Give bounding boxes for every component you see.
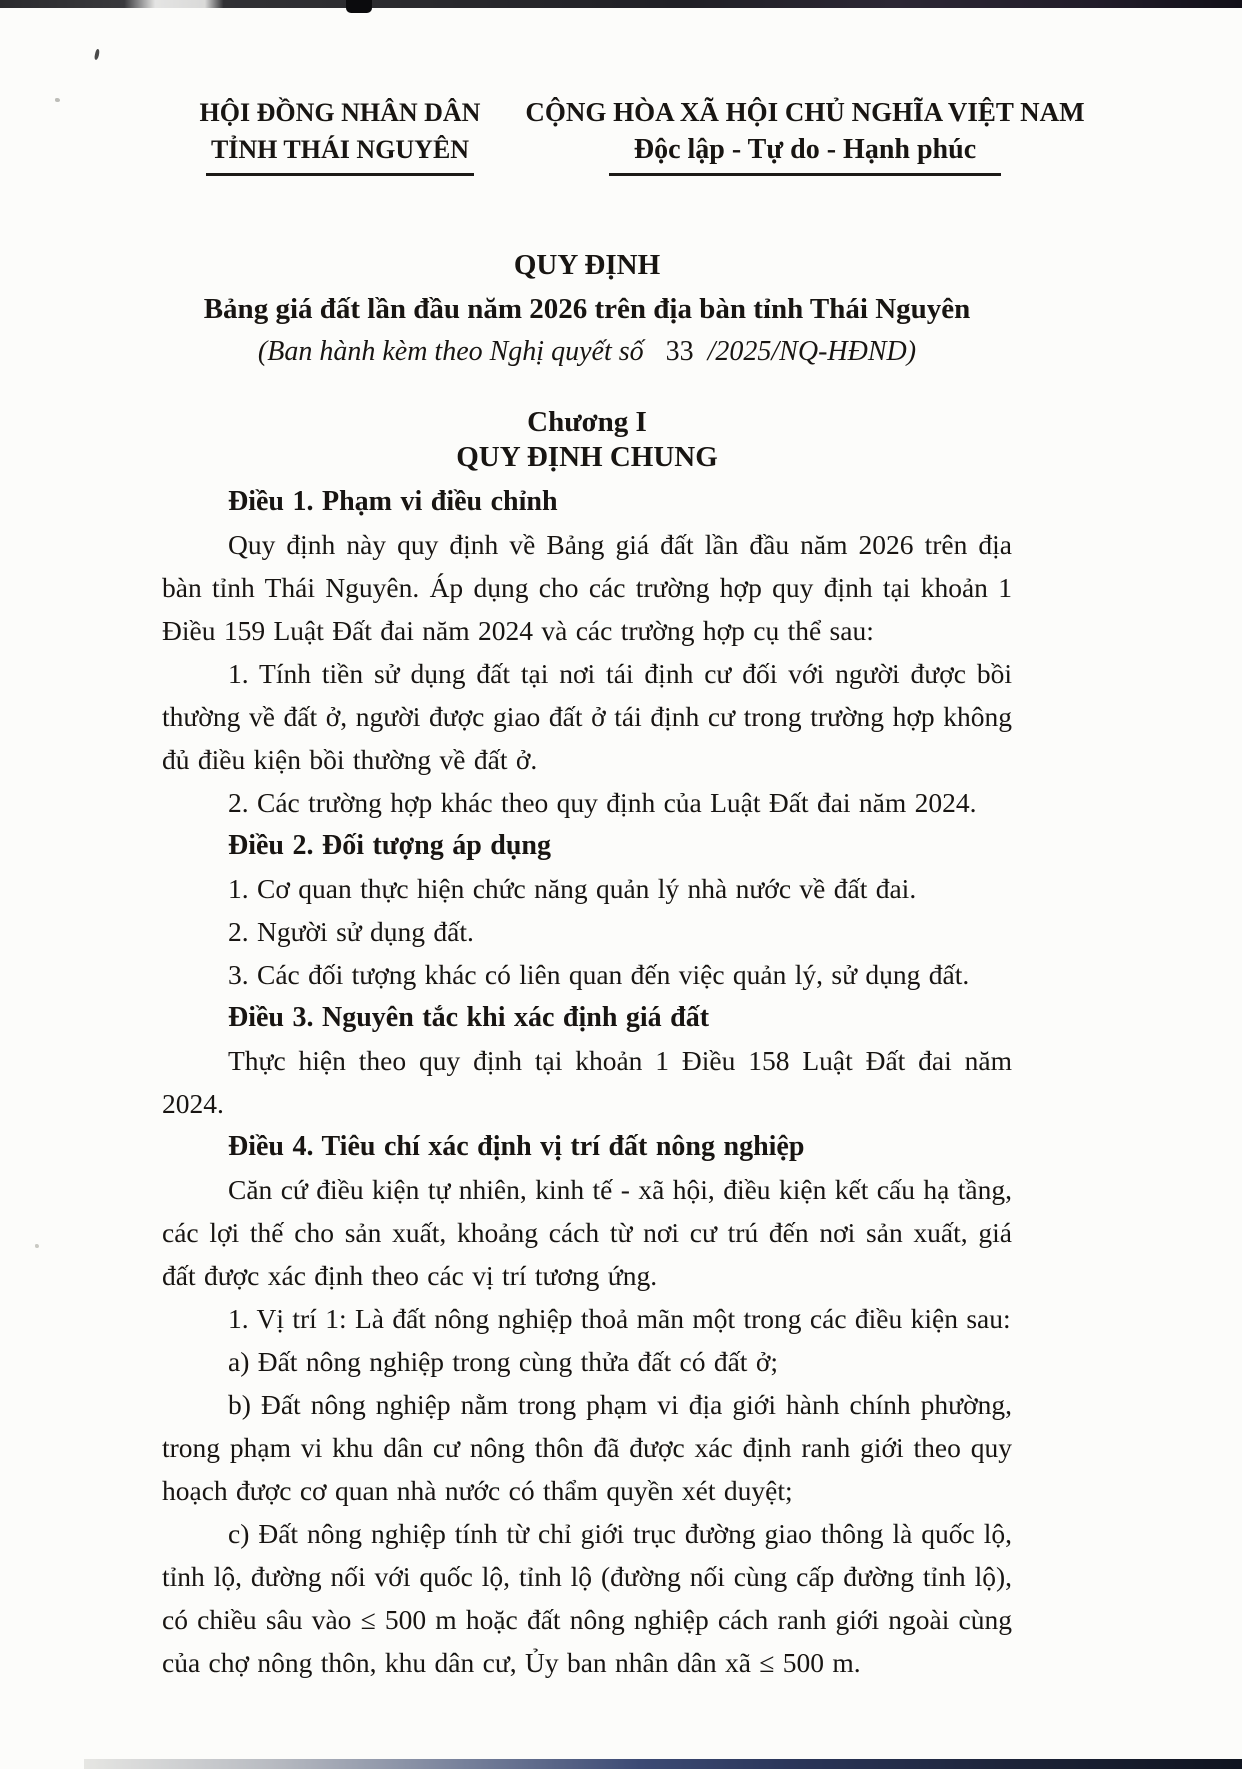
national-title-line: CỘNG HÒA XÃ HỘI CHỦ NGHĨA VIỆT NAM: [525, 97, 1085, 127]
chapter-title: QUY ĐỊNH CHUNG: [456, 441, 718, 473]
masthead-rule-right: [609, 173, 1001, 176]
article-4-paragraph: c) Đất nông nghiệp tính từ chỉ giới trục đường giao thông là quốc lộ, tỉnh lộ, đường nối với quốc lộ, tỉnh lộ (đường nối cùng cấp đường tỉnh lộ), có chiều sâu vào ≤ 500 m hoặc đất nông nghiệp cách ranh giới ngoài cùng của chợ nông thôn, khu dân cư, Ủy ban nhân dân xã ≤ 500 m.: [162, 1518, 1012, 1678]
article-2-paragraph: 1. Cơ quan thực hiện chức năng quản lý nhà nước về đất đai.: [228, 873, 917, 904]
article-1-paragraph: Quy định này quy định về Bảng giá đất lần đầu năm 2026 trên địa bàn tỉnh Thái Nguyên. Áp dụng cho các trường hợp quy định tại khoản 1 Điều 159 Luật Đất đai năm 2024 và các trường hợp cụ thể sau:: [162, 529, 1012, 646]
article-2-heading: Điều 2. Đối tượng áp dụng: [228, 830, 551, 861]
scan-edge-artifact-top: [0, 0, 1242, 8]
scan-speck: [94, 49, 101, 61]
article-4-heading: Điều 4. Tiêu chí xác định vị trí đất nông nghiệp: [228, 1131, 805, 1162]
document-body: [162, 480, 1012, 1684]
issuance-note: [162, 336, 1012, 368]
national-motto-line: Độc lập - Tự do - Hạnh phúc: [633, 134, 977, 165]
masthead-rule-left: [206, 173, 474, 176]
article-1-heading: Điều 1. Phạm vi điều chỉnh: [228, 486, 558, 517]
issuing-authority-line1: HỘI ĐỒNG NHÂN DÂN: [199, 98, 481, 127]
issuing-authority-line2: TỈNH THÁI NGUYÊN: [210, 135, 470, 164]
issuing-authority-block: [150, 94, 530, 176]
article-3-heading: Điều 3. Nguyên tắc khi xác định giá đất: [228, 1002, 710, 1033]
article-4-paragraph: b) Đất nông nghiệp nằm trong phạm vi địa giới hành chính phường, trong phạm vi khu dân cư nông thôn đã được xác định ranh giới theo quy hoạch được cơ quan nhà nước có thẩm quyền xét duyệt;: [162, 1389, 1012, 1506]
issuance-prefix: (Ban hành kèm theo Nghị quyết số: [257, 336, 644, 367]
document-subject: Bảng giá đất lần đầu năm 2026 trên địa bàn tỉnh Thái Nguyên: [203, 293, 971, 325]
article-1-paragraph: 1. Tính tiền sử dụng đất tại nơi tái định cư đối với người được bồi thường về đất ở, người được giao đất ở tái định cư trong trường hợp không đủ điều kiện bồi thường về đất ở.: [162, 658, 1012, 775]
scan-edge-blob: [346, 0, 372, 13]
article-4-paragraph: 1. Vị trí 1: Là đất nông nghiệp thoả mãn một trong các điều kiện sau:: [228, 1303, 1011, 1334]
article-4-paragraph: a) Đất nông nghiệp trong cùng thửa đất có đất ở;: [228, 1346, 779, 1377]
issuance-suffix: /2025/NQ-HĐND): [707, 336, 917, 367]
scan-speck: [35, 1244, 39, 1248]
article-2-paragraph: 3. Các đối tượng khác có liên quan đến việc quản lý, sử dụng đất.: [228, 959, 970, 990]
national-header-block: [508, 94, 1102, 176]
article-2-paragraph: 2. Người sử dụng đất.: [228, 916, 474, 947]
article-3-paragraph: Thực hiện theo quy định tại khoản 1 Điều 158 Luật Đất đai năm 2024.: [162, 1045, 1012, 1119]
article-1-paragraph: 2. Các trường hợp khác theo quy định của Luật Đất đai năm 2024.: [228, 787, 977, 818]
resolution-number: 33: [665, 336, 694, 367]
scan-speck: [55, 98, 60, 102]
article-4-paragraph: Căn cứ điều kiện tự nhiên, kinh tế - xã hội, điều kiện kết cấu hạ tầng, các lợi thế cho sản xuất, khoảng cách từ nơi cư trú đến nơi sản xuất, giá đất được xác định theo các vị trí tương ứng.: [162, 1174, 1012, 1291]
scan-edge-artifact-bottom: [84, 1759, 1242, 1769]
document-title: QUY ĐỊNH: [513, 249, 661, 281]
chapter-number: Chương I: [527, 406, 647, 438]
